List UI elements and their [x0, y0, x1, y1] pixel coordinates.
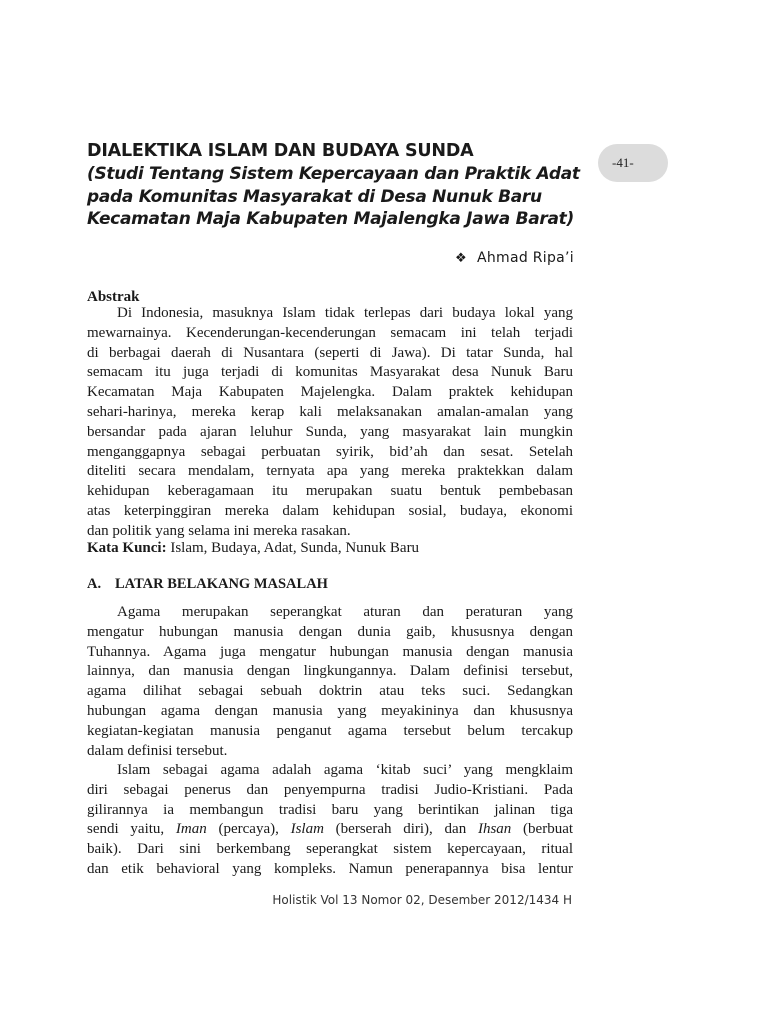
- author-name: Ahmad Ripa’i: [476, 250, 574, 266]
- paragraph-1: [87, 603, 573, 761]
- page-number: -41-: [612, 155, 634, 170]
- abstract-line: Di Indonesia, masuknya Islam tidak terlepas dari budaya lokal yang: [117, 305, 573, 321]
- keywords-label: Kata Kunci:: [87, 540, 167, 556]
- abstract-line: atas keterpinggiran mereka dalam kehidupan sosial, budaya, ekonomi: [87, 502, 573, 519]
- abstract-line: kehidupan keberagamaan itu merupakan suatu bentuk pembebasan: [87, 483, 573, 500]
- author-line: [455, 250, 574, 266]
- paragraph-line: Islam sebagai agama adalah agama ‘kitab suci’ yang mengklaim: [117, 762, 573, 778]
- paragraph-line: dalam definisi tersebut.: [87, 742, 228, 759]
- paragraph-line: agama dilihat sebagai sebuah doktrin atau teks suci. Sedangkan: [87, 683, 573, 700]
- abstract-line: mewarnainya. Kecenderungan-kecenderungan semacam ini telah terjadi: [87, 324, 573, 341]
- paragraph-line: baik). Dari sini berkembang seperangkat sistem kepercayaan, ritual: [87, 841, 573, 858]
- paragraph-line: diri sebagai penerus dan penyempurna tradisi Judio-Kristiani. Pada: [87, 781, 573, 798]
- paragraph-line: lainnya, dan manusia dengan lingkungannya. Dalam definisi tersebut,: [87, 663, 573, 680]
- paragraph-line-mixed: [87, 820, 573, 840]
- paragraph-line: Tuhannya. Agama juga mengatur hubungan manusia dengan manusia: [87, 643, 573, 660]
- paragraph-line: Agama merupakan seperangkat aturan dan peraturan yang: [117, 604, 573, 620]
- article-title: [87, 140, 580, 231]
- paragraph-line: dan etik behavioral yang kompleks. Namun penerapannya bisa lentur: [87, 860, 573, 877]
- abstract-line: sehari-harinya, mereka kerap kali melaksanakan amalan-amalan yang: [87, 403, 573, 420]
- section-number: A.: [87, 576, 102, 592]
- term-iman: Iman: [175, 821, 207, 838]
- abstract-line: semacam itu juga terjadi di komunitas Masyarakat desa Nunuk Baru: [87, 364, 573, 381]
- abstract-line: Kecamatan Maja Kabupaten Majelengka. Dalam praktek kehidupan: [87, 384, 573, 401]
- abstract-line: dan politik yang selama ini mereka rasakan.: [87, 522, 351, 539]
- section-title: LATAR BELAKANG MASALAH: [115, 576, 328, 592]
- text-run: (berserah diri), dan: [323, 821, 478, 838]
- keywords: [87, 540, 419, 557]
- term-ihsan: Ihsan: [477, 821, 512, 838]
- section-heading: [87, 576, 328, 593]
- paragraph-line: mengatur hubungan manusia dengan dunia gaib, khususnya dengan: [87, 623, 573, 640]
- title-sub-line-3: Kecamatan Maja Kabupaten Majalengka Jawa Barat): [87, 209, 574, 229]
- paragraph-line: kegiatan-kegiatan manusia penganut agama tersebut belum tercakup: [87, 722, 573, 739]
- paragraph-line: hubungan agama dengan manusia yang meyakininya dan khususnya: [87, 702, 573, 719]
- abstract-line: menganggapnya sebagai perbuatan syirik, bid’ah dan sesat. Setelah: [87, 443, 573, 460]
- abstract-heading: Abstrak: [87, 289, 140, 305]
- title-sub-line-2: pada Komunitas Masyarakat di Desa Nunuk Baru: [87, 186, 542, 207]
- paragraph-line: gilirannya ia membangun tradisi baru yang berintikan jalinan tiga: [87, 801, 573, 818]
- diamond-bullet-icon: ❖: [455, 251, 467, 266]
- keywords-value: Islam, Budaya, Adat, Sunda, Nunuk Baru: [166, 540, 420, 556]
- abstract-line: bersandar pada ajaran leluhur Sunda, yang masyarakat lain mungkin: [87, 423, 573, 440]
- page-number-tab: [598, 144, 668, 182]
- text-run: (percaya),: [206, 821, 291, 838]
- journal-footer: Holistik Vol 13 Nomor 02, Desember 2012/1434 H: [272, 893, 572, 907]
- term-islam: Islam: [290, 821, 324, 838]
- text-run: sendi yaitu,: [87, 821, 176, 838]
- abstract-line: diteliti secara mendalam, ternyata apa yang mereka praktekkan dalam: [87, 463, 573, 480]
- paragraph-2: [87, 761, 573, 880]
- abstract-body: [87, 304, 573, 542]
- title-main: DIALEKTIKA ISLAM DAN BUDAYA SUNDA: [87, 141, 474, 161]
- text-run: (berbuat: [511, 821, 574, 838]
- title-sub-line-1: (Studi Tentang Sistem Kepercayaan dan Praktik Adat: [87, 164, 580, 184]
- abstract-line: di berbagai daerah di Nusantara (seperti di Jawa). Di tatar Sunda, hal: [87, 344, 573, 361]
